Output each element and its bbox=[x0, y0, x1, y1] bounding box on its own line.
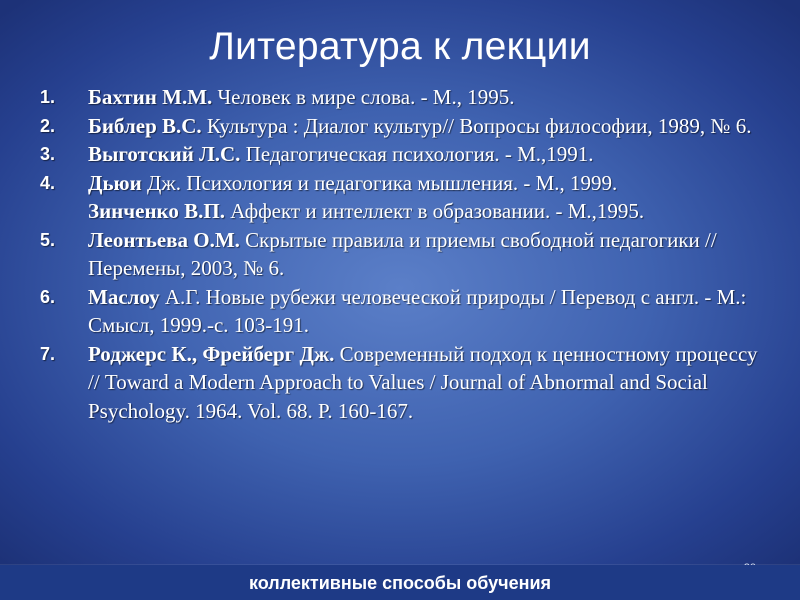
reference-item bbox=[0, 340, 800, 426]
reference-item bbox=[0, 112, 800, 141]
reference-number: 3. bbox=[40, 144, 56, 164]
reference-item bbox=[0, 169, 800, 198]
reference-author: Леонтьева О.М. bbox=[88, 227, 240, 252]
reference-item bbox=[0, 283, 800, 340]
reference-item bbox=[0, 197, 800, 226]
reference-author: Маслоу bbox=[88, 284, 160, 309]
reference-number: 1. bbox=[40, 87, 56, 107]
footer-text: коллективные способы обучения bbox=[248, 573, 552, 593]
reference-number: 5. bbox=[40, 229, 56, 250]
reference-item bbox=[0, 83, 800, 112]
reference-text: Скрытые правила и приемы свободной педагогики // Перемены, 2003, № 6. bbox=[88, 227, 717, 280]
reference-number: 6. bbox=[40, 286, 56, 307]
reference-text: Человек в мире слова. - М., 1995. bbox=[212, 85, 515, 109]
reference-text: А.Г. Новые рубежи человеческой природы / Перевод с англ. - М.: Смысл, 1999.-с. 103-191. bbox=[88, 284, 747, 337]
reference-text: Педагогическая психология. - М.,1991. bbox=[240, 142, 594, 166]
footer-bar bbox=[0, 565, 800, 600]
reference-text: Дж. Психология и педагогика мышления. - М., 1999. bbox=[141, 170, 618, 195]
slide-title: Литература к лекции bbox=[209, 25, 591, 68]
reference-author: Зинченко В.П. bbox=[88, 199, 225, 223]
reference-item bbox=[0, 226, 800, 283]
reference-number: 4. bbox=[40, 172, 56, 193]
reference-author: Бахтин М.М. bbox=[88, 85, 213, 109]
reference-text: Культура : Диалог культур// Вопросы философии, 1989, № 6. bbox=[201, 113, 752, 138]
reference-text: Аффект и интеллект в образовании. - М.,1995. bbox=[224, 199, 645, 223]
reference-text: Современный подход к ценностному процессу // Toward a Modern Approach to Values / Journal of Abnormal and Social Psychology. 1964. Vol. 68. P. 160-167. bbox=[88, 341, 758, 423]
reference-item bbox=[0, 140, 800, 169]
reference-number: 2. bbox=[40, 115, 56, 136]
reference-author: Дьюи bbox=[88, 170, 142, 195]
reference-author: Роджерс К., Фрейберг Дж. bbox=[88, 341, 335, 366]
reference-author: Выготский Л.С. bbox=[88, 142, 241, 166]
reference-number: 7. bbox=[40, 343, 56, 364]
reference-author: Библер В.С. bbox=[88, 113, 202, 138]
reference-list bbox=[0, 83, 800, 425]
